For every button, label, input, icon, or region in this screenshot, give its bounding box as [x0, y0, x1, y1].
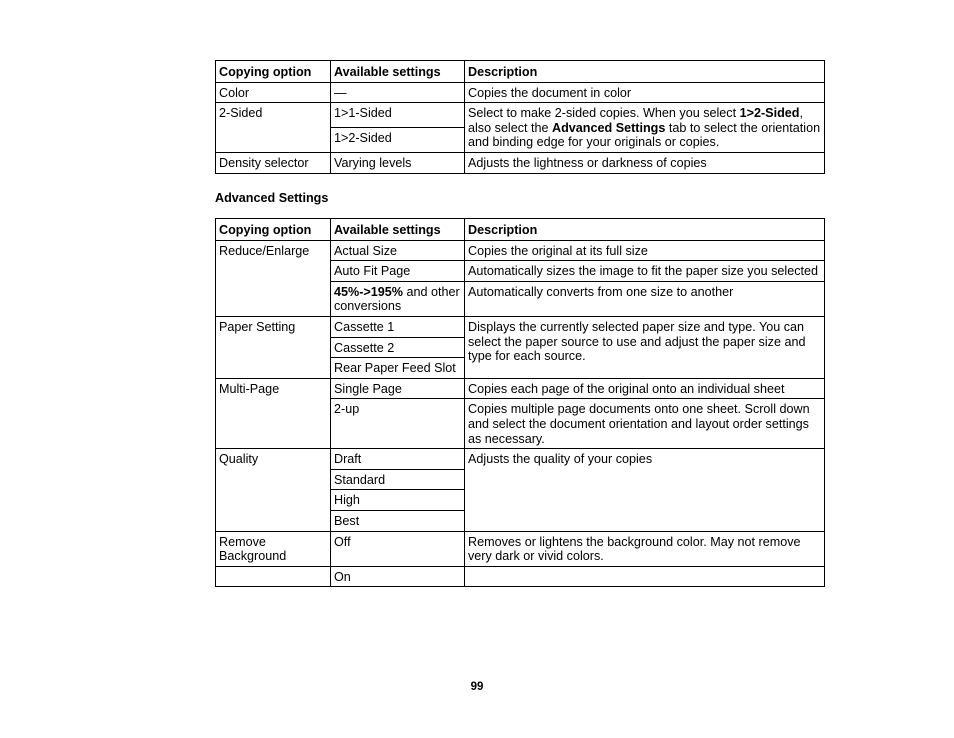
option-density: Density selector [216, 152, 331, 173]
header-copying-option: Copying option [216, 61, 331, 83]
page-number: 99 [470, 681, 484, 693]
desc-percent-conversions: Automatically converts from one size to another [465, 281, 825, 316]
desc-2-up: Copies multiple page documents onto one sheet. Scroll down and select the document orientation and layout order settings as necessary. [465, 399, 825, 449]
desc-single-page: Copies each page of the original onto an individual sheet [465, 378, 825, 399]
table-row [216, 240, 825, 261]
table-row [216, 566, 825, 587]
setting-single-page: Single Page [331, 378, 465, 399]
header-copying-option: Copying option [216, 219, 331, 241]
option-empty [216, 566, 331, 587]
setting-1-1-sided: 1>1-Sided [331, 103, 465, 128]
setting-on: On [331, 566, 465, 587]
setting-high: High [331, 490, 465, 511]
table-row [216, 449, 825, 470]
table-row [216, 531, 825, 566]
table-row [216, 82, 825, 103]
copy-options-table [215, 60, 825, 174]
table-row [216, 152, 825, 173]
desc-2-sided: Select to make 2-sided copies. When you select 1>2-Sided, also select the Advanced Settings tab to select the orientation and binding edge for your originals or copies. [465, 103, 825, 153]
option-remove-background: Remove Background [216, 531, 331, 566]
header-available-settings: Available settings [331, 61, 465, 83]
setting-best: Best [331, 510, 465, 531]
desc-off: Removes or lightens the background color. May not remove very dark or vivid colors. [465, 531, 825, 566]
setting-cassette-2: Cassette 2 [331, 337, 465, 358]
desc-paper-setting: Displays the currently selected paper size and type. You can select the paper source to use and adjust the paper size and type for each source. [465, 316, 825, 378]
setting-cassette-1: Cassette 1 [331, 316, 465, 337]
header-description: Description [465, 219, 825, 241]
table-header-row [216, 219, 825, 241]
option-color: Color [216, 82, 331, 103]
setting-auto-fit-page: Auto Fit Page [331, 261, 465, 282]
setting-off: Off [331, 531, 465, 566]
setting-percent-conversions: 45%->195% and other conversions [331, 281, 465, 316]
header-description: Description [465, 61, 825, 83]
setting-draft: Draft [331, 449, 465, 470]
setting-2-up: 2-up [331, 399, 465, 449]
desc-quality: Adjusts the quality of your copies [465, 449, 825, 531]
table-row [216, 103, 825, 128]
setting-standard: Standard [331, 469, 465, 490]
setting-color: — [331, 82, 465, 103]
table-row [216, 316, 825, 337]
advanced-settings-table [215, 218, 825, 587]
setting-density: Varying levels [331, 152, 465, 173]
option-paper-setting: Paper Setting [216, 316, 331, 378]
desc-on [465, 566, 825, 587]
desc-auto-fit-page: Automatically sizes the image to fit the paper size you selected [465, 261, 825, 282]
setting-1-2-sided: 1>2-Sided [331, 128, 465, 153]
option-reduce-enlarge: Reduce/Enlarge [216, 240, 331, 316]
desc-density: Adjusts the lightness or darkness of copies [465, 152, 825, 173]
table-row [216, 378, 825, 399]
desc-color: Copies the document in color [465, 82, 825, 103]
option-2-sided: 2-Sided [216, 103, 331, 153]
header-available-settings: Available settings [331, 219, 465, 241]
option-quality: Quality [216, 449, 331, 531]
option-multi-page: Multi-Page [216, 378, 331, 448]
table-header-row [216, 61, 825, 83]
desc-actual-size: Copies the original at its full size [465, 240, 825, 261]
setting-rear-paper-feed-slot: Rear Paper Feed Slot [331, 358, 465, 379]
setting-actual-size: Actual Size [331, 240, 465, 261]
section-heading: Advanced Settings [215, 191, 329, 205]
